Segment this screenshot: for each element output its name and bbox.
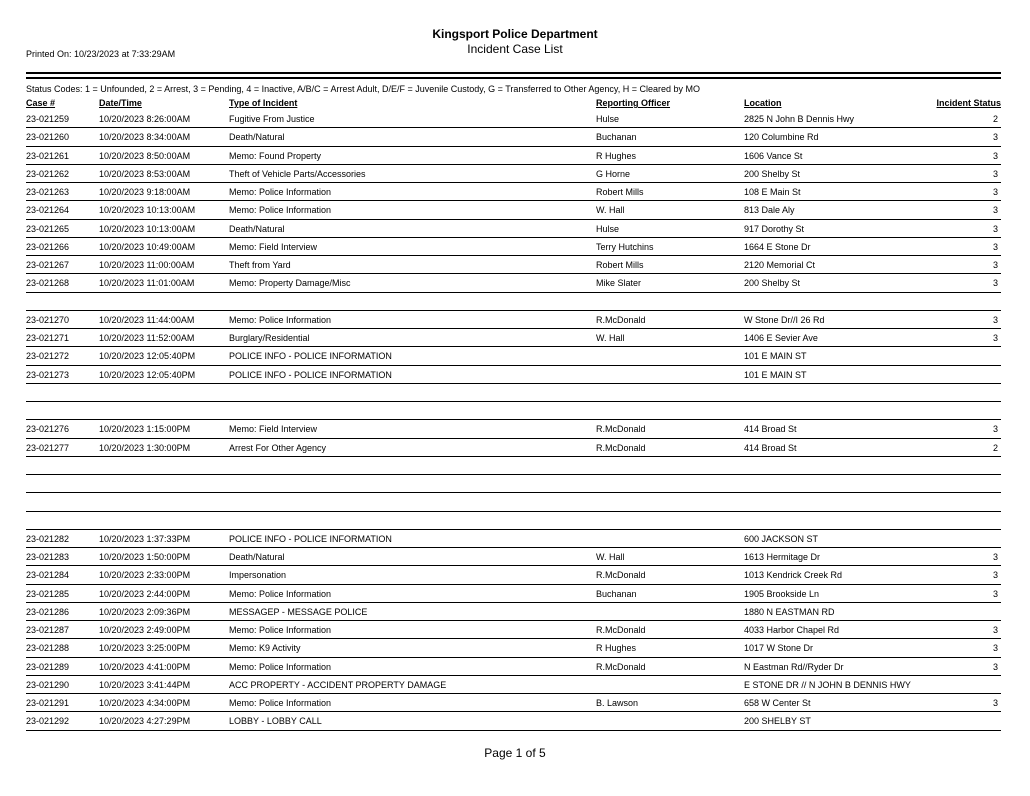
cell-officer: W. Hall [596,205,625,216]
page-number: Page 1 of 5 [484,746,546,760]
table-row [26,293,1001,311]
cell-case: 23-021265 [26,223,70,234]
cell-location: 1017 W Stone Dr [744,643,814,654]
cell-type: Theft of Vehicle Parts/Accessories [229,168,366,179]
cell-type: Arrest For Other Agency [229,442,327,453]
cell-type: Burglary/Residential [229,333,310,343]
cell-case: 23-021266 [26,241,70,252]
cell-status: 2 [992,114,998,124]
cell-officer: R.McDonald [596,424,646,435]
header-rule-bottom [26,77,1001,79]
cell-type: Fugitive From Justice [229,114,315,124]
cell-location: 2120 Memorial Ct [744,260,816,270]
cell-status: 3 [992,132,998,143]
table-row [26,566,1001,584]
table-row [26,475,1001,493]
cell-location: 120 Columbine Rd [744,132,819,143]
cell-location: W Stone Dr//I 26 Rd [744,314,825,325]
cell-case: 23-021271 [26,333,70,343]
printed-on-text: Printed On: 10/23/2023 at 7:33:29AM [26,49,176,59]
cell-case: 23-021284 [26,570,70,581]
cell-datetime: 10/20/2023 12:05:40PM [99,351,196,362]
cell-officer: Hulse [596,114,620,124]
cell-type: POLICE INFO - POLICE INFORMATION [229,369,392,380]
cell-status: 2 [992,442,998,453]
table-row [26,530,1001,548]
cell-datetime: 10/20/2023 2:49:00PM [99,625,191,635]
cell-datetime: 10/20/2023 1:50:00PM [99,552,191,562]
status-codes-legend: Status Codes: 1 = Unfounded, 2 = Arrest, 3 = Pending, 4 = Inactive, A/B/C = Arrest Adult, D/E/F = Juvenile Custody, G = Transferred to Other Agency, H = Cleared by MO [26,84,701,94]
cell-location: 200 Shelby St [744,278,801,289]
cell-location: 200 Shelby St [744,168,801,179]
cell-case: 23-021263 [26,187,70,197]
cell-officer: Mike Slater [596,278,642,289]
cell-status: 3 [992,223,998,234]
cell-location: 1905 Brookside Ln [744,588,820,599]
cell-datetime: 10/20/2023 8:53:00AM [99,168,191,179]
table-row [26,402,1001,420]
table-row [26,329,1001,347]
cell-case: 23-021276 [26,424,70,435]
table-row [26,256,1001,274]
cell-case: 23-021261 [26,150,70,161]
table-row [26,512,1001,530]
cell-status: 3 [992,625,998,635]
cell-datetime: 10/20/2023 2:09:36PM [99,606,191,617]
cell-case: 23-021272 [26,351,70,362]
table-row [26,639,1001,657]
cell-officer: R.McDonald [596,314,646,325]
col-header-status: Incident Status [936,98,1001,108]
cell-datetime: 10/20/2023 3:25:00PM [99,643,191,654]
cell-location: 658 W Center St [744,698,811,708]
cell-location: 101 E MAIN ST [744,351,807,362]
cell-case: 23-021264 [26,205,70,216]
cell-location: 414 Broad St [744,424,797,435]
cell-status: 3 [992,643,998,654]
cell-datetime: 10/20/2023 4:41:00PM [99,661,191,672]
cell-case: 23-021273 [26,369,70,380]
cell-datetime: 10/20/2023 10:49:00AM [99,241,196,252]
cell-status: 3 [992,570,998,581]
cell-location: 2825 N John B Dennis Hwy [744,114,855,124]
cell-datetime: 10/20/2023 1:15:00PM [99,424,191,435]
cell-type: Theft from Yard [229,260,291,270]
cell-status: 3 [992,333,998,343]
table-row [26,420,1001,438]
table-row [26,274,1001,292]
cell-status: 3 [992,278,998,289]
table-row [26,384,1001,402]
cell-status: 3 [992,168,998,179]
cell-officer: R.McDonald [596,661,646,672]
col-header-location: Location [744,98,782,108]
cell-status: 3 [992,661,998,672]
cell-status: 3 [992,205,998,216]
cell-datetime: 10/20/2023 12:05:40PM [99,369,196,380]
col-header-datetime: Date/Time [99,98,142,108]
cell-location: 1880 N EASTMAN RD [744,606,835,617]
table-row [26,128,1001,146]
cell-status: 3 [992,698,998,708]
cell-type: Memo: K9 Activity [229,643,301,654]
cell-datetime: 10/20/2023 11:00:00AM [99,260,195,270]
cell-status: 3 [992,260,998,270]
cell-datetime: 10/20/2023 8:34:00AM [99,132,191,143]
table-row [26,658,1001,676]
cell-location: 108 E Main St [744,187,801,197]
cell-case: 23-021270 [26,314,70,325]
cell-datetime: 10/20/2023 11:52:00AM [99,333,195,343]
cell-officer: Robert Mills [596,260,644,270]
cell-type: Memo: Police Information [229,588,332,599]
cell-datetime: 10/20/2023 1:30:00PM [99,442,191,453]
cell-officer: G Horne [596,168,631,179]
cell-datetime: 10/20/2023 11:44:00AM [99,314,195,325]
cell-officer: Hulse [596,223,620,234]
row-divider [26,730,1001,731]
cell-location: 1013 Kendrick Creek Rd [744,570,843,581]
cell-type: POLICE INFO - POLICE INFORMATION [229,533,392,544]
table-row [26,712,1001,730]
cell-location: 1664 E Stone Dr [744,241,811,252]
table-row [26,366,1001,384]
cell-officer: R Hughes [596,150,637,161]
table-row [26,220,1001,238]
cell-type: Memo: Field Interview [229,241,318,252]
cell-type: ACC PROPERTY - ACCIDENT PROPERTY DAMAGE [229,679,447,690]
col-header-type: Type of Incident [229,98,298,108]
cell-case: 23-021262 [26,168,70,179]
cell-officer: W. Hall [596,333,625,343]
cell-location: 200 SHELBY ST [744,716,811,727]
cell-case: 23-021283 [26,552,70,562]
cell-datetime: 10/20/2023 4:27:29PM [99,716,191,727]
table-row [26,110,1001,128]
cell-type: POLICE INFO - POLICE INFORMATION [229,351,392,362]
cell-case: 23-021289 [26,661,70,672]
table-row [26,603,1001,621]
cell-status: 3 [992,424,998,435]
cell-datetime: 10/20/2023 2:33:00PM [99,570,191,581]
cell-type: LOBBY - LOBBY CALL [229,716,322,727]
report-subtitle: Incident Case List [467,42,563,56]
cell-status: 3 [992,187,998,197]
cell-datetime: 10/20/2023 10:13:00AM [99,223,196,234]
cell-type: Memo: Property Damage/Misc [229,278,351,289]
cell-datetime: 10/20/2023 1:37:33PM [99,533,191,544]
cell-status: 3 [992,588,998,599]
cell-location: 1613 Hermitage Dr [744,552,821,562]
cell-location: 1606 Vance St [744,150,803,161]
table-row [26,621,1001,639]
cell-officer: W. Hall [596,552,625,562]
cell-type: Memo: Police Information [229,314,332,325]
cell-location: 917 Dorothy St [744,223,805,234]
cell-location: 813 Dale Aly [744,205,795,216]
cell-type: Memo: Police Information [229,187,332,197]
table-row [26,165,1001,183]
cell-type: Death/Natural [229,223,285,234]
cell-case: 23-021260 [26,132,70,143]
cell-case: 23-021287 [26,625,70,635]
cell-officer: Robert Mills [596,187,644,197]
cell-officer: B. Lawson [596,698,639,708]
cell-case: 23-021290 [26,679,70,690]
cell-officer: R.McDonald [596,625,646,635]
cell-type: Memo: Police Information [229,205,332,216]
cell-officer: R.McDonald [596,570,646,581]
cell-datetime: 10/20/2023 9:18:00AM [99,187,191,197]
cell-case: 23-021286 [26,606,70,617]
cell-location: 414 Broad St [744,442,797,453]
cell-type: Memo: Police Information [229,698,332,708]
table-row [26,147,1001,165]
cell-datetime: 10/20/2023 3:41:44PM [99,679,191,690]
cell-type: Memo: Field Interview [229,424,318,435]
table-row [26,676,1001,694]
cell-location: 4033 Harbor Chapel Rd [744,625,840,635]
table-row [26,238,1001,256]
table-row [26,347,1001,365]
cell-location: 101 E MAIN ST [744,369,807,380]
cell-case: 23-021292 [26,716,70,727]
cell-case: 23-021259 [26,114,70,124]
col-header-officer: Reporting Officer [596,98,671,108]
cell-type: MESSAGEP - MESSAGE POLICE [229,606,368,617]
cell-datetime: 10/20/2023 10:13:00AM [99,205,196,216]
cell-status: 3 [992,150,998,161]
cell-type: Death/Natural [229,132,285,143]
cell-type: Impersonation [229,570,287,581]
table-row [26,548,1001,566]
cell-location: 1406 E Sevier Ave [744,333,818,343]
table-row [26,311,1001,329]
cell-datetime: 10/20/2023 11:01:00AM [99,278,195,289]
cell-status: 3 [992,314,998,325]
cell-case: 23-021285 [26,588,70,599]
table-row [26,201,1001,219]
cell-type: Death/Natural [229,552,285,562]
report-title: Kingsport Police Department [432,27,598,41]
cell-type: Memo: Police Information [229,661,332,672]
cell-case: 23-021268 [26,278,70,289]
cell-location: 600 JACKSON ST [744,533,819,544]
cell-case: 23-021282 [26,533,70,544]
header-rule-top [26,72,1001,74]
cell-case: 23-021291 [26,698,70,708]
cell-datetime: 10/20/2023 2:44:00PM [99,588,191,599]
cell-case: 23-021288 [26,643,70,654]
cell-officer: Terry Hutchins [596,241,654,252]
table-row [26,585,1001,603]
cell-datetime: 10/20/2023 8:26:00AM [99,114,191,124]
col-header-case: Case # [26,98,56,108]
cell-status: 3 [992,552,998,562]
cell-datetime: 10/20/2023 4:34:00PM [99,698,191,708]
cell-officer: Buchanan [596,132,637,143]
cell-location: E STONE DR // N JOHN B DENNIS HWY [744,679,911,690]
table-row [26,457,1001,475]
cell-status: 3 [992,241,998,252]
cell-type: Memo: Police Information [229,625,332,635]
cell-case: 23-021267 [26,260,70,270]
table-row [26,493,1001,511]
cell-type: Memo: Found Property [229,150,322,161]
cell-location: N Eastman Rd//Ryder Dr [744,661,844,672]
table-row [26,183,1001,201]
cell-datetime: 10/20/2023 8:50:00AM [99,150,191,161]
cell-officer: R Hughes [596,643,637,654]
table-row [26,694,1001,712]
cell-officer: R.McDonald [596,442,646,453]
cell-case: 23-021277 [26,442,70,453]
table-row [26,439,1001,457]
cell-officer: Buchanan [596,588,637,599]
